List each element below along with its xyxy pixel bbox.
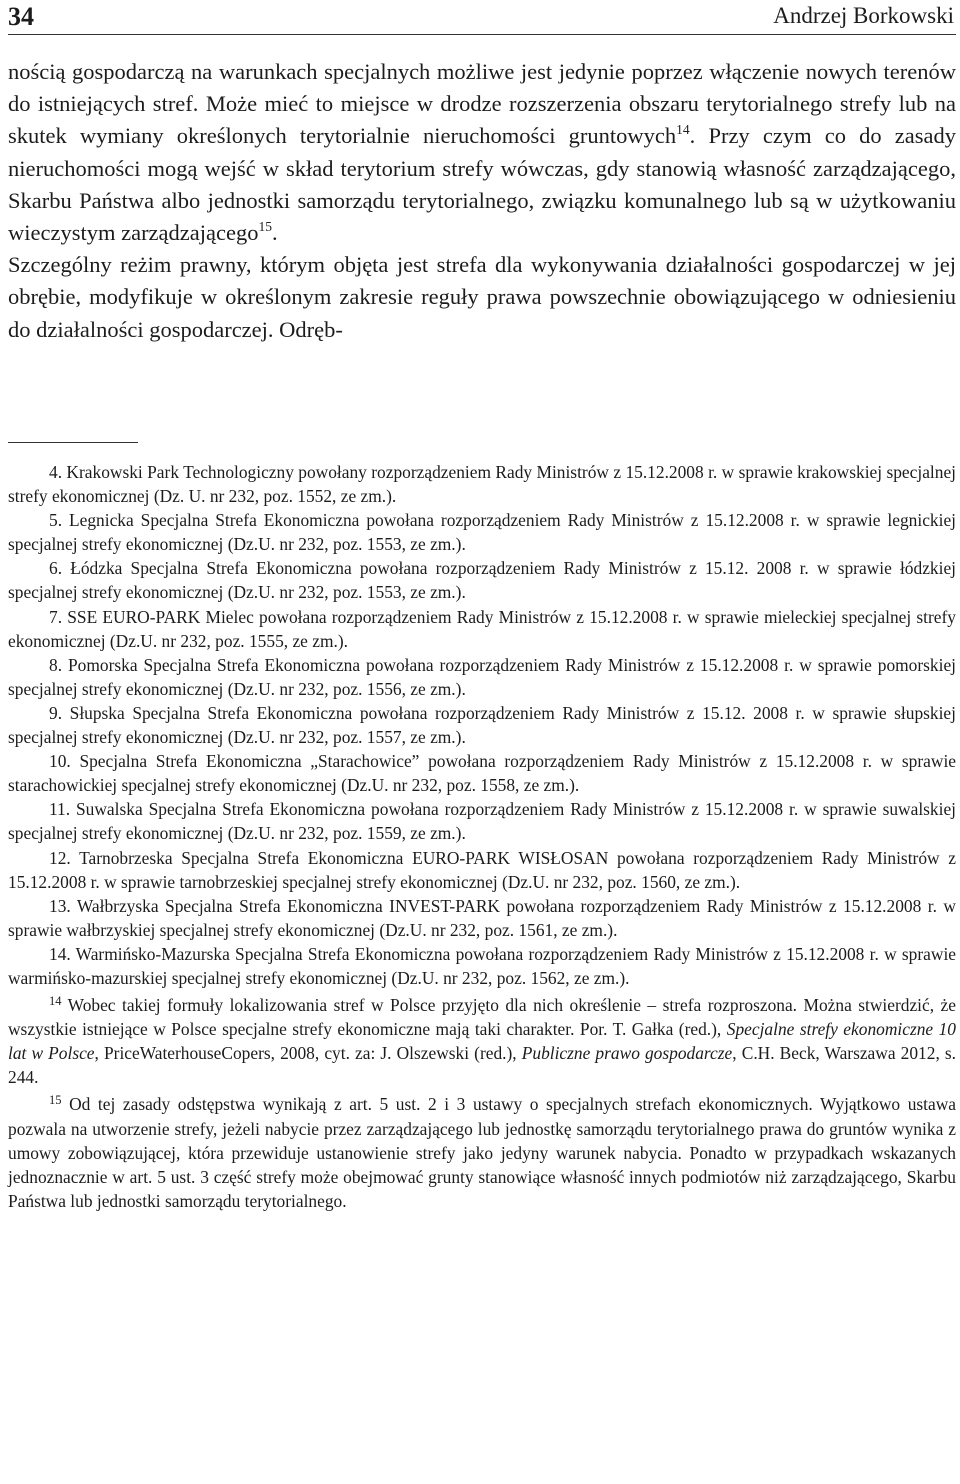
- list-item: 7. SSE EURO-PARK Mielec powołana rozporządzeniem Rady Ministrów z 15.12.2008 r. w sprawie mieleckiej specjalnej strefy ekonomicznej (Dz.U. nr 232, poz. 1555, ze zm.).: [8, 606, 956, 651]
- footnote-ref-14: 14: [676, 122, 690, 138]
- cited-title: Specjalne strefy ekonomiczne 10 lat w Polsce: [8, 1019, 956, 1064]
- paragraph-2: Szczególny reżim prawny, którym objęta jest strefa dla wykonywania działalności gospodarczej w jej obrębie, modyfikuje w określonym zakresie reguły prawa powszechnie obowiązującego w odniesieniu do działalności gospodarczej. Odręb-: [8, 252, 956, 342]
- page-number: 34: [8, 2, 34, 31]
- list-item: 9. Słupska Specjalna Strefa Ekonomiczna powołana rozporządzeniem Rady Ministrów z 15.12. 2008 r. w sprawie słupskiej specjalnej strefy ekonomicznej (Dz.U. nr 232, poz. 1557, ze zm.).: [8, 702, 956, 748]
- list-item: 14. Warmińsko-Mazurska Specjalna Strefa Ekonomiczna powołana rozporządzeniem Rady Ministrów z 15.12.2008 r. w sprawie warmińsko-mazurskiej specjalnej strefy ekonomicznej (Dz.U. nr 232, poz. 1562, ze zm.).: [8, 943, 956, 988]
- footnote-15: $^{15}$ Od tej zasady odstępstwa wynikają z art. 5 ust. 2 i 3 ustawy o specjalnych strefach ekonomicznych. Wyjątkowo ustawa pozwala na utworzenie strefy, jeżeli nabycie przez zarządzającego lub jednostkę samorządu terytorialnego prawa do gruntów wynika z umowy zobowiązującej, która przewiduje ustanowienie strefy jako jedyny warunek nabycia. Ponadto w przypadkach wskazanych jednoznacznie w art. 5 ust. 3 część strefy może obejmować grunty stanowiące własność innych podmiotów niż zarządzającego, Skarbu Państwa lub jednostki samorządu terytorialnego.: [8, 1093, 956, 1211]
- footnote-14: $^{14}$ Wobec takiej formuły lokalizowania stref w Polsce przyjęto dla nich określenie – strefa rozproszona. Można stwierdzić, że wszystkie istniejące w Polsce specjalne strefy ekonomiczne mają taki charakter. Por. T. Gałka (red.), Specjalne strefy ekonomiczne 10 lat w Polsce, PriceWaterhouseCopers, 2008, cyt. za: J. Olszewski (red.), Publiczne prawo gospodarcze, C.H. Beck, Warszawa 2012, s. 244.: [8, 993, 957, 1088]
- list-item: 8. Pomorska Specjalna Strefa Ekonomiczna powołana rozporządzeniem Rady Ministrów z 15.12.2008 r. w sprawie pomorskiej specjalnej strefy ekonomicznej (Dz.U. nr 232, poz. 1556, ze zm.).: [8, 654, 956, 699]
- list-item: 6. Łódzka Specjalna Strefa Ekonomiczna powołana rozporządzeniem Rady Ministrów z 15.12. 2008 r. w sprawie łódzkiej specjalnej strefy ekonomicznej (Dz.U. nr 232, poz. 1553, ze zm.).: [8, 558, 956, 603]
- list-item: 12. Tarnobrzeska Specjalna Strefa Ekonomiczna EURO-PARK WISŁOSAN powołana rozporządzeniem Rady Ministrów z 15.12.2008 r. w sprawie tarnobrzeskiej specjalnej strefy ekonomicznej (Dz.U. nr 232, poz. 1560, ze zm.).: [8, 847, 956, 892]
- running-author: Andrzej Borkowski: [773, 3, 954, 28]
- footnote-number-14: 14: [49, 993, 62, 1008]
- list-item: 5. Legnicka Specjalna Strefa Ekonomiczna powołana rozporządzeniem Rady Ministrów z 15.12.2008 r. w sprawie legnickiej specjalnej strefy ekonomicznej (Dz.U. nr 232, poz. 1553, ze zm.).: [8, 510, 956, 555]
- footnote-number-15: 15: [49, 1093, 62, 1108]
- footnotes: [8, 460, 956, 1213]
- body-text: [8, 56, 956, 346]
- running-header: [8, 0, 956, 38]
- footnote-rule: [8, 442, 138, 443]
- list-item: 4. Krakowski Park Technologiczny powołany rozporządzeniem Rady Ministrów z 15.12.2008 r. w sprawie krakowskiej specjalnej strefy ekonomicznej (Dz. U. nr 232, poz. 1552, ze zm.).: [8, 462, 956, 507]
- list-item: 10. Specjalna Strefa Ekonomiczna „Starachowice” powołana rozporządzeniem Rady Ministrów z 15.12.2008 r. w sprawie starachowickiej specjalnej strefy ekonomicznej (Dz.U. nr 232, poz. 1558, ze zm.).: [8, 751, 956, 796]
- paragraph-1: nością gospodarczą na warunkach specjalnych możliwe jest jedynie poprzez włączenie nowych terenów do istniejących stref. Może mieć to miejsce w drodze rozszerzenia obszaru terytorialnego strefy lub na skutek wymiany określonych terytorialnie nieruchomości gruntowych$^{14}$. Przy czym co do zasady nieruchomości mogą wejść w skład terytorium strefy wówczas, gdy stanowią własność zarządzającego, Skarbu Państwa albo jednostki samorządu terytorialnego, związku komunalnego lub są w użytkowaniu wieczystym zarządzającego$^{15}$.: [8, 59, 956, 246]
- list-item: 13. Wałbrzyska Specjalna Strefa Ekonomiczna INVEST-PARK powołana rozporządzeniem Rady Ministrów z 15.12.2008 r. w sprawie wałbrzyskiej specjalnej strefy ekonomicznej (Dz.U. nr 232, poz. 1561, ze zm.).: [8, 895, 956, 940]
- list-item: 11. Suwalska Specjalna Strefa Ekonomiczna powołana rozporządzeniem Rady Ministrów z 15.12.2008 r. w sprawie suwalskiej specjalnej strefy ekonomicznej (Dz.U. nr 232, poz. 1559, ze zm.).: [8, 799, 956, 844]
- footnote-ref-15: 15: [258, 219, 272, 235]
- cited-title: Publiczne prawo gospodarcze: [521, 1043, 733, 1064]
- header-rule: [8, 34, 956, 35]
